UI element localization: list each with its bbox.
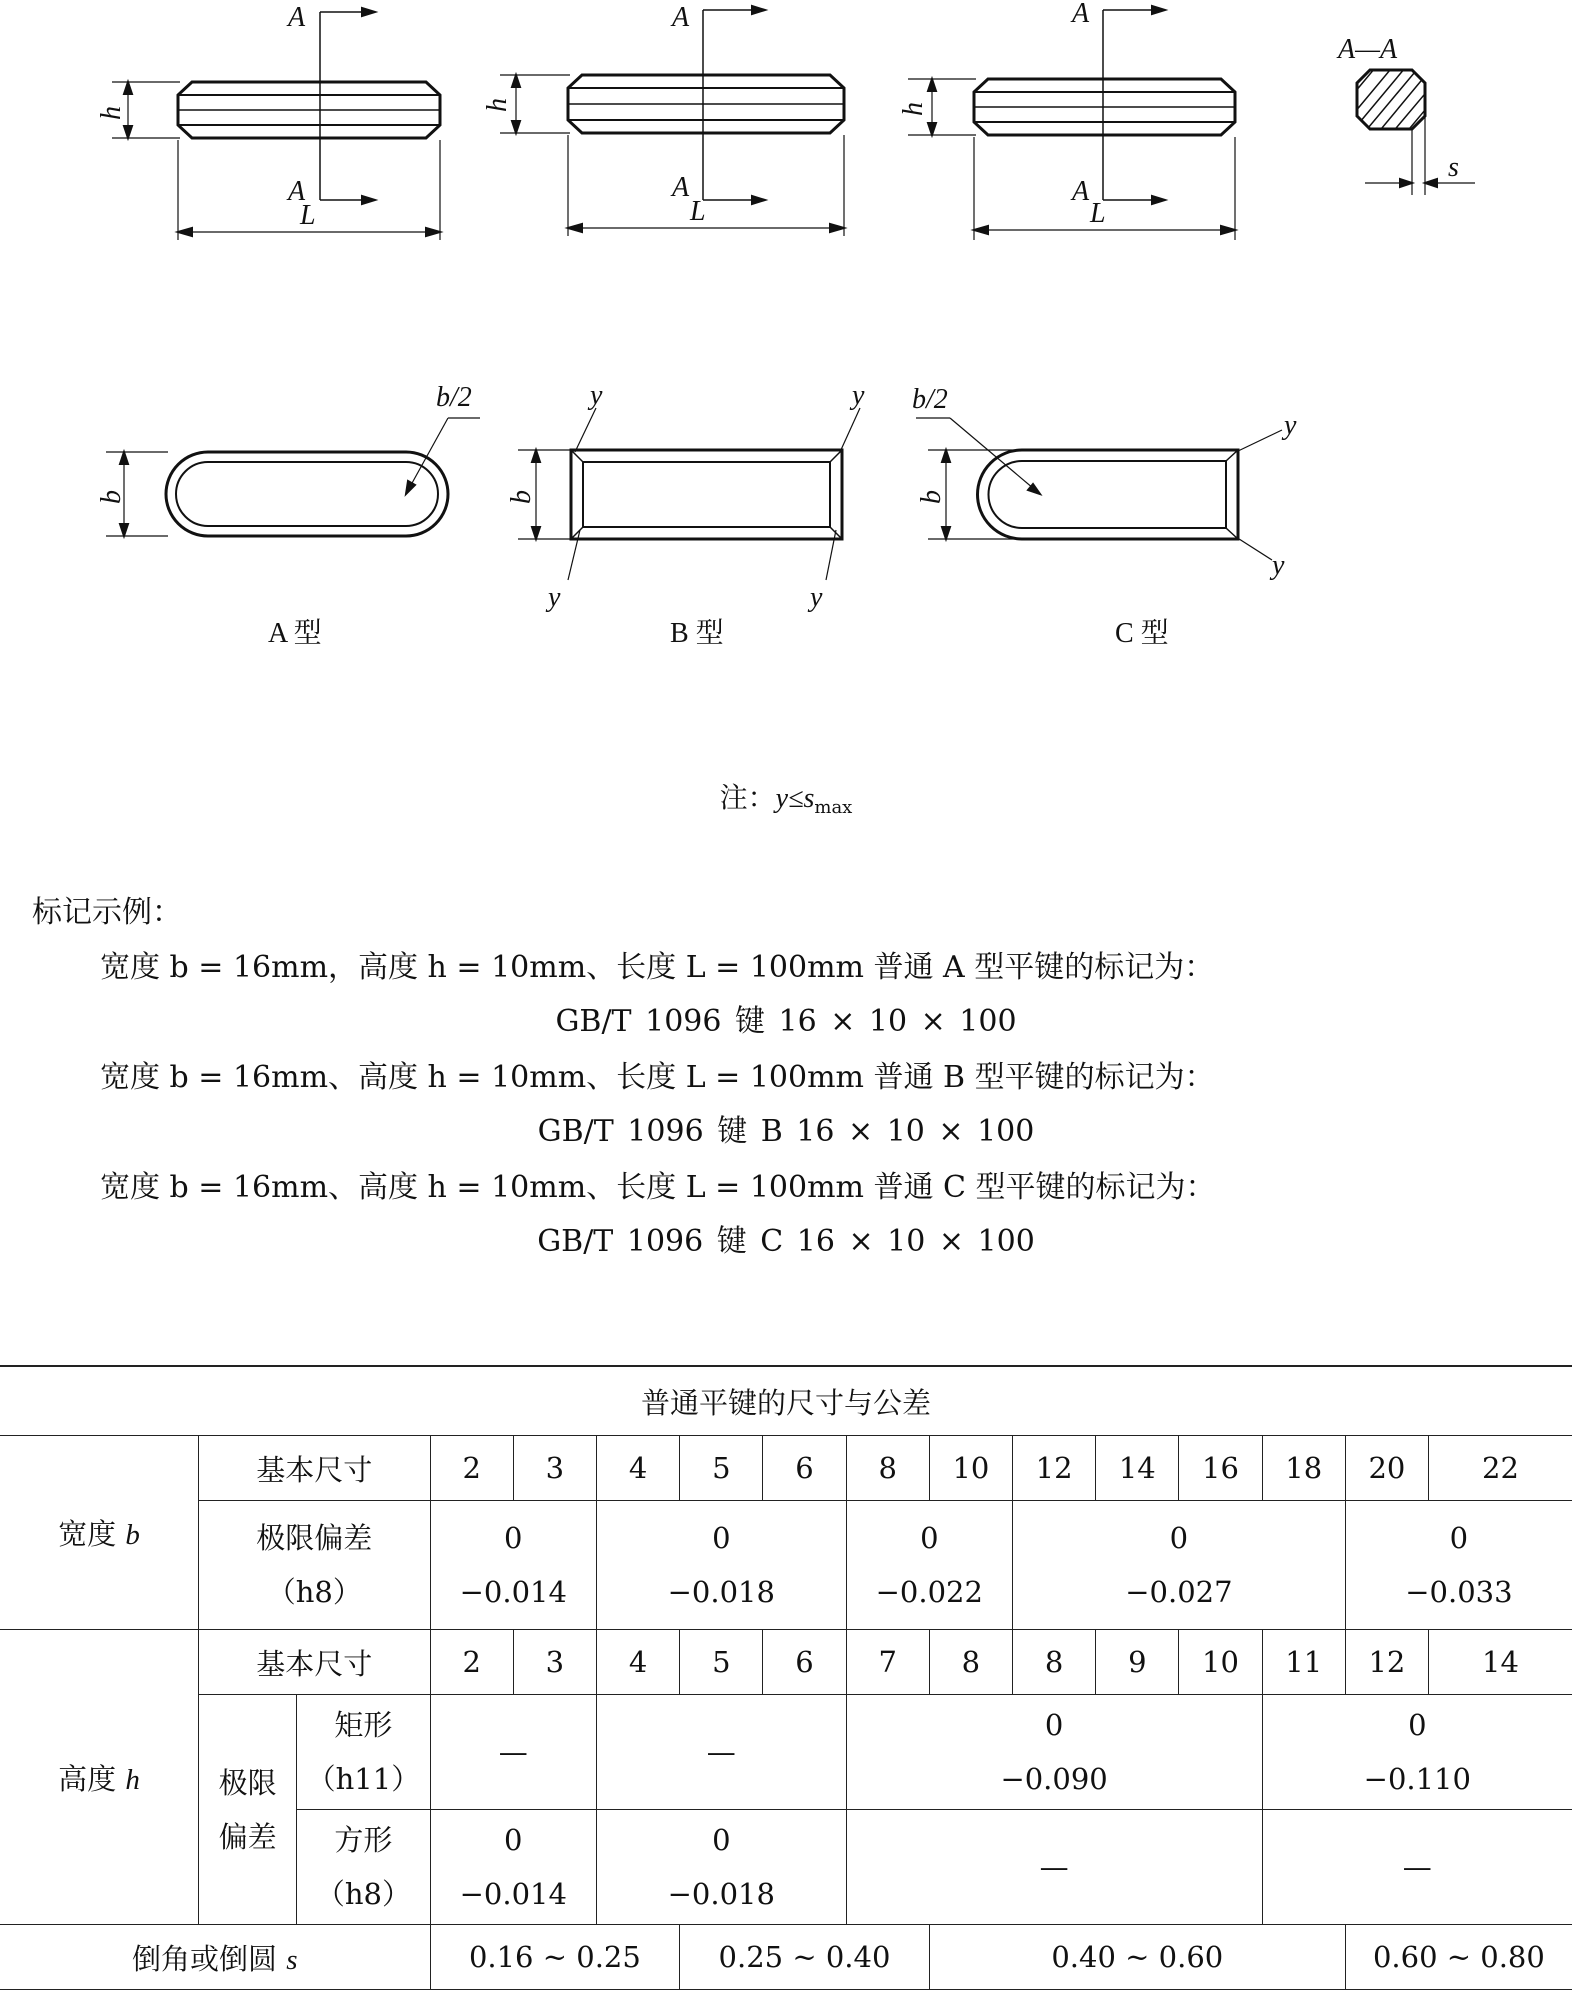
height-rect-cell: 0 −0.110: [1262, 1695, 1572, 1810]
plan-view-a: [106, 418, 480, 536]
plan-view-c: [916, 418, 1282, 560]
width-basic-cell: 14: [1096, 1436, 1179, 1501]
height-square-cell: —: [846, 1810, 1262, 1925]
height-basic-cell: 8: [1013, 1630, 1096, 1695]
height-square-label: 方形 （h8）: [297, 1810, 430, 1925]
note-subscript: max: [814, 797, 853, 818]
marking-example-a-desc: 宽度 b = 16mm，高度 h = 10mm、长度 L = 100mm 普通 A 型平键的标记为：: [100, 950, 1215, 985]
section-label-a3-top: A: [1072, 0, 1090, 29]
height-basic-cell: 12: [1345, 1630, 1428, 1695]
width-tol-cell: 0 −0.018: [596, 1501, 846, 1630]
height-basic-cell: 7: [846, 1630, 929, 1695]
width-tol-cell: 0 −0.027: [1013, 1501, 1346, 1630]
height-basic-cell: 5: [680, 1630, 763, 1695]
height-label-c: h: [898, 102, 929, 116]
section-label-a1-bottom: A: [288, 176, 306, 207]
caption-type-c: C 型: [1115, 618, 1169, 649]
height-rect-cell: —: [430, 1695, 596, 1810]
width-basic-cell: 12: [1013, 1436, 1096, 1501]
dimension-tolerance-table: [0, 1365, 1572, 1990]
section-label-a2-top: A: [672, 2, 690, 33]
section-label-a2-bottom: A: [672, 172, 690, 203]
height-basic-cell: 3: [513, 1630, 596, 1695]
width-basic-cell: 22: [1429, 1436, 1572, 1501]
height-label-a: h: [96, 106, 127, 120]
marking-example-b-code: GB/T 1096 键 B 16 × 10 × 100: [537, 1114, 1035, 1149]
section-view-label: A—A: [1338, 34, 1398, 65]
length-label-a: L: [300, 200, 316, 231]
height-basic-cell: 11: [1262, 1630, 1345, 1695]
chamfer-range-cell: 0.16 ~ 0.25: [430, 1925, 680, 1990]
height-basic-cell: 10: [1179, 1630, 1262, 1695]
note-prefix: 注：: [719, 781, 776, 814]
note-expression: y≤s: [775, 783, 815, 814]
width-basic-cell: 5: [680, 1436, 763, 1501]
width-basic-cell: 18: [1262, 1436, 1345, 1501]
width-basic-label: 基本尺寸: [199, 1436, 431, 1501]
chamfer-range-cell: 0.25 ~ 0.40: [680, 1925, 930, 1990]
chamfer-range-cell: 0.40 ~ 0.60: [929, 1925, 1345, 1990]
width-basic-cell: 3: [513, 1436, 596, 1501]
height-basic-cell: 14: [1429, 1630, 1572, 1695]
width-basic-cell: 8: [846, 1436, 929, 1501]
height-square-cell: —: [1262, 1810, 1572, 1925]
height-basic-cell: 9: [1096, 1630, 1179, 1695]
plan-view-b: [518, 408, 860, 580]
marking-title: 标记示例：: [32, 895, 182, 930]
chamfer-label-b-tl: y: [590, 380, 603, 411]
width-basic-cell: 4: [596, 1436, 679, 1501]
width-row-header: 宽度 b: [0, 1436, 199, 1630]
marking-example-c-code: GB/T 1096 键 C 16 × 10 × 100: [537, 1224, 1035, 1259]
radius-label-a: b/2: [436, 382, 472, 413]
height-square-cell: 0 −0.014: [430, 1810, 596, 1925]
table-caption: 普通平键的尺寸与公差: [0, 1366, 1572, 1436]
chamfer-range-cell: 0.60 ~ 0.80: [1345, 1925, 1572, 1990]
width-basic-cell: 16: [1179, 1436, 1262, 1501]
width-label-c: b: [916, 490, 947, 504]
width-label-a: b: [96, 490, 127, 504]
caption-type-a: A 型: [268, 618, 322, 649]
width-tol-cell: 0 −0.014: [430, 1501, 596, 1630]
height-basic-cell: 8: [929, 1630, 1012, 1695]
height-rect-cell: 0 −0.090: [846, 1695, 1262, 1810]
height-square-cell: 0 −0.018: [596, 1810, 846, 1925]
marking-example-b-desc: 宽度 b = 16mm、高度 h = 10mm、长度 L = 100mm 普通 B 型平键的标记为：: [100, 1060, 1215, 1095]
marking-example-a-code: GB/T 1096 键 16 × 10 × 100: [555, 1004, 1017, 1039]
marking-example-c-desc: 宽度 b = 16mm、高度 h = 10mm、长度 L = 100mm 普通 C 型平键的标记为：: [100, 1170, 1216, 1205]
chamfer-label-c-top: y: [1284, 410, 1297, 441]
radius-label-c: b/2: [912, 384, 948, 415]
height-label-b: h: [482, 98, 513, 112]
section-label-a3-bottom: A: [1072, 176, 1090, 207]
height-rect-cell: —: [596, 1695, 846, 1810]
width-tol-cell: 0 −0.022: [846, 1501, 1012, 1630]
width-basic-cell: 10: [929, 1436, 1012, 1501]
height-basic-cell: 2: [430, 1630, 513, 1695]
key-drawing-figure: [0, 0, 1572, 840]
caption-type-b: B 型: [670, 618, 724, 649]
chamfer-label-b-br: y: [810, 582, 823, 613]
front-view-a: [112, 8, 440, 240]
height-row-header: 高度 h: [0, 1630, 199, 1925]
height-basic-label: 基本尺寸: [199, 1630, 431, 1695]
length-label-c: L: [1090, 198, 1106, 229]
width-label-b: b: [506, 490, 537, 504]
section-label-a1-top: A: [288, 2, 306, 33]
width-tol-cell: 0 −0.033: [1345, 1501, 1572, 1630]
chamfer-row-header: 倒角或倒圆 s: [0, 1925, 430, 1990]
width-basic-cell: 2: [430, 1436, 513, 1501]
height-basic-cell: 4: [596, 1630, 679, 1695]
chamfer-label-b-bl: y: [548, 582, 561, 613]
chamfer-label-c-bottom: y: [1272, 550, 1285, 581]
width-tol-label: 极限偏差 （h8）: [199, 1501, 431, 1630]
section-chamfer-label: s: [1448, 152, 1459, 183]
figure-note: [0, 778, 1572, 828]
height-rect-label: 矩形 （h11）: [297, 1695, 430, 1810]
chamfer-label-b-tr: y: [852, 380, 865, 411]
length-label-b: L: [690, 196, 706, 227]
width-basic-cell: 6: [763, 1436, 846, 1501]
height-tol-label: 极限 偏差: [199, 1695, 297, 1925]
height-basic-cell: 6: [763, 1630, 846, 1695]
width-basic-cell: 20: [1345, 1436, 1428, 1501]
